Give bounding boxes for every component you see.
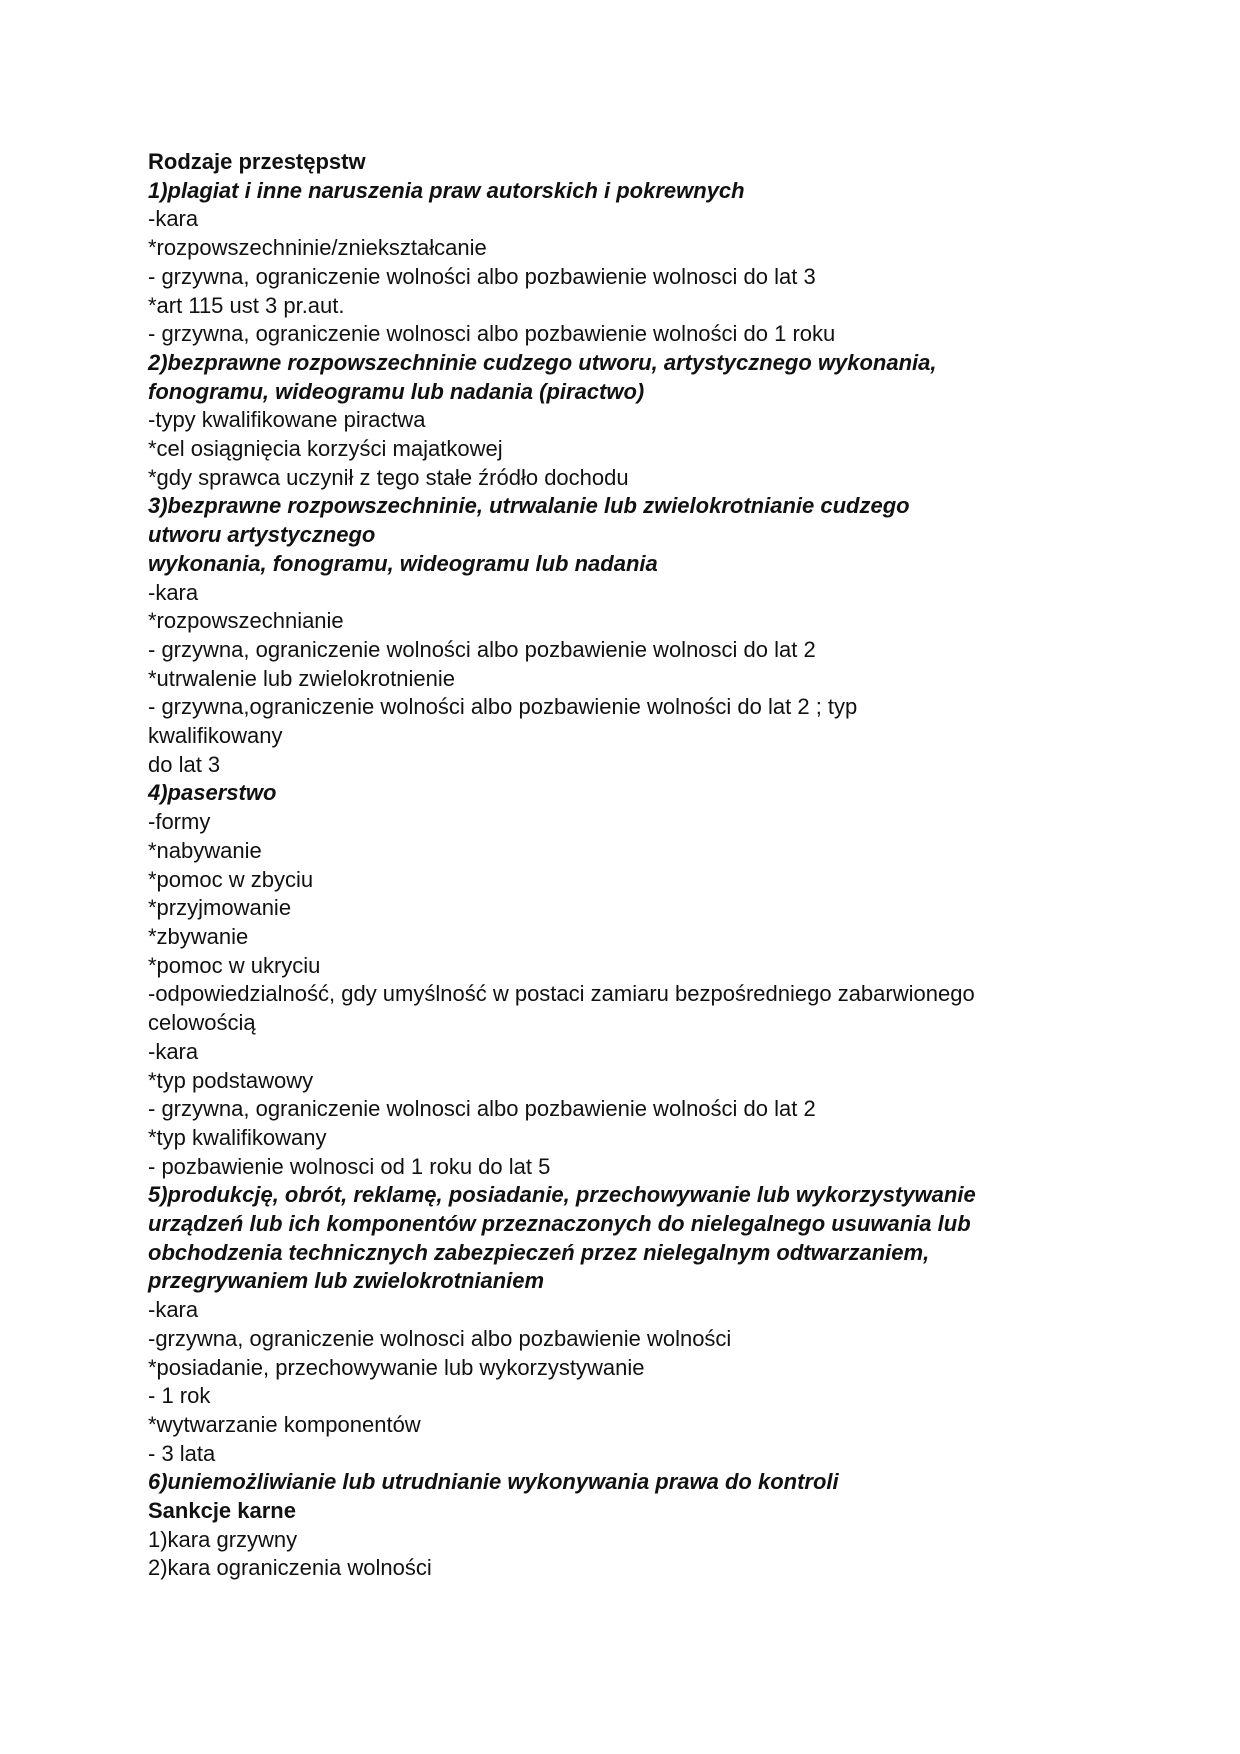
offense-heading: 5)produkcję, obrót, reklamę, posiadanie, przechowywanie lub wykorzystywanie xyxy=(148,1182,976,1208)
text-line: - 3 lata xyxy=(148,1440,216,1466)
offense-heading: 3)bezprawne rozpowszechninie, utrwalanie lub zwielokrotnianie cudzego xyxy=(148,493,910,519)
text-line: -kara xyxy=(148,206,199,232)
section-heading: Sankcje karne xyxy=(148,1498,296,1524)
offense-heading: 1)plagiat i inne naruszenia praw autorskich i pokrewnych xyxy=(148,177,745,203)
offense-heading: obchodzenia technicznych zabezpieczeń przez nielegalnym odtwarzaniem, xyxy=(148,1239,930,1265)
text-line: *wytwarzanie komponentów xyxy=(148,1411,421,1437)
text-line: *typ podstawowy xyxy=(148,1067,314,1093)
text-line: -odpowiedzialność, gdy umyślność w postaci zamiaru bezpośredniego zabarwionego xyxy=(148,981,975,1007)
offense-heading: utworu artystycznego xyxy=(148,522,376,548)
offense-heading: 2)bezprawne rozpowszechninie cudzego utworu, artystycznego wykonania, xyxy=(148,349,937,375)
text-line: - pozbawienie wolnosci od 1 roku do lat 5 xyxy=(148,1153,551,1179)
text-line: celowością xyxy=(148,1010,256,1036)
text-line: -formy xyxy=(148,809,211,835)
text-line: *posiadanie, przechowywanie lub wykorzystywanie xyxy=(148,1354,645,1380)
text-line: *zbywanie xyxy=(148,923,249,949)
offense-heading: wykonania, fonogramu, wideogramu lub nadania xyxy=(148,550,658,576)
offense-heading: przegrywaniem lub zwielokrotnianiem xyxy=(148,1268,545,1294)
text-line: 2)kara ograniczenia wolności xyxy=(148,1555,432,1581)
document-body xyxy=(148,148,1108,1583)
text-line: do lat 3 xyxy=(148,751,221,777)
text-line: -grzywna, ograniczenie wolnosci albo pozbawienie wolności xyxy=(148,1325,732,1351)
text-line: -kara xyxy=(148,579,199,605)
offense-heading: 4)paserstwo xyxy=(148,780,277,806)
text-line: - grzywna, ograniczenie wolności albo pozbawienie wolnosci do lat 3 xyxy=(148,263,816,289)
text-line: - grzywna, ograniczenie wolnosci albo pozbawienie wolności do lat 2 xyxy=(148,1096,816,1122)
text-line: -typy kwalifikowane piractwa xyxy=(148,407,426,433)
text-line: - 1 rok xyxy=(148,1383,211,1409)
text-line: *gdy sprawca uczynił z tego stałe źródło dochodu xyxy=(148,464,629,490)
offense-heading: 6)uniemożliwianie lub utrudnianie wykonywania prawa do kontroli xyxy=(148,1469,839,1495)
text-line: *rozpowszechninie/zniekształcanie xyxy=(148,235,487,261)
text-line: *art 115 ust 3 pr.aut. xyxy=(148,292,345,318)
offense-heading: fonogramu, wideogramu lub nadania (piractwo) xyxy=(148,378,645,404)
text-line: -kara xyxy=(148,1297,199,1323)
text-line: *pomoc w ukryciu xyxy=(148,952,321,978)
text-line: - grzywna, ograniczenie wolnosci albo pozbawienie wolności do 1 roku xyxy=(148,321,836,347)
section-heading: Rodzaje przestępstw xyxy=(148,149,366,174)
text-line: *utrwalenie lub zwielokrotnienie xyxy=(148,665,455,691)
text-line: *cel osiągnięcia korzyści majatkowej xyxy=(148,436,503,462)
text-line: kwalifikowany xyxy=(148,723,283,749)
text-line: - grzywna, ograniczenie wolności albo pozbawienie wolnosci do lat 2 xyxy=(148,636,816,662)
text-line: *rozpowszechnianie xyxy=(148,608,344,634)
text-line: -kara xyxy=(148,1038,199,1064)
offense-heading: urządzeń lub ich komponentów przeznaczonych do nielegalnego usuwania lub xyxy=(148,1211,971,1237)
text-line: 1)kara grzywny xyxy=(148,1526,298,1552)
text-line: - grzywna,ograniczenie wolności albo pozbawienie wolności do lat 2 ; typ xyxy=(148,694,858,720)
text-line: *typ kwalifikowany xyxy=(148,1124,327,1150)
text-line: *pomoc w zbyciu xyxy=(148,866,314,892)
text-line: *przyjmowanie xyxy=(148,895,292,921)
text-line: *nabywanie xyxy=(148,837,262,863)
